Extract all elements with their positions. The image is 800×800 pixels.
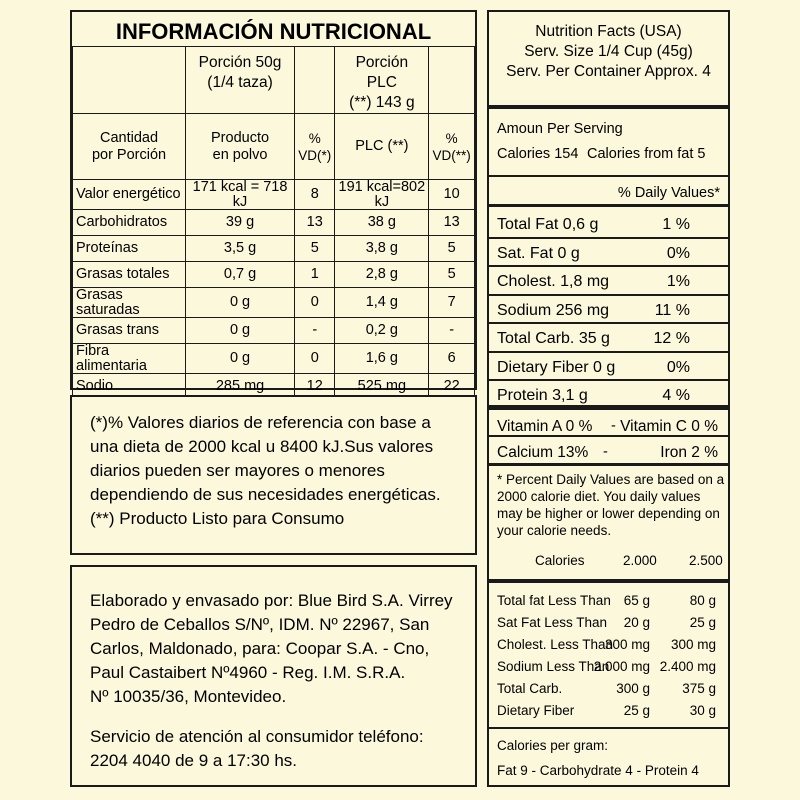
table-row — [73, 262, 475, 288]
limit-v2: 2.400 mg — [659, 659, 716, 674]
nutrient-name: Carbohidratos — [73, 210, 186, 236]
nutrient-label: Total Carb. 35 g — [497, 330, 610, 347]
powder-value: 171 kcal = 718 kJ — [186, 180, 295, 210]
plc-value: 3,8 g — [335, 236, 429, 262]
blank-cell — [429, 47, 475, 114]
plc-value: 0,2 g — [335, 318, 429, 344]
powder-value: 0,7 g — [186, 262, 295, 288]
header-cantidad: Cantidad por Porción — [73, 114, 186, 180]
powder-value: 0 g — [186, 344, 295, 374]
manufacturer-text: Elaborado y envasado por: Blue Bird S.A. Virrey Pedro de Ceballos S/Nº, IDM. Nº 22967, San Carlos, Maldonado, para: Coopar S.A. - Cno, Paul Castaibert Nº4960 - Reg. I.M. S.R.A. Nº 10035/36, Montevideo. — [90, 591, 453, 706]
nutrient-dv: 0% — [666, 244, 690, 262]
nutrient-name: Grasas totales — [73, 262, 186, 288]
powder-value: 3,5 g — [186, 236, 295, 262]
manufacturer-panel — [70, 565, 477, 787]
nutrient-dv: 1% — [666, 273, 690, 290]
limit-v1: 2.000 mg — [593, 659, 650, 674]
limit-label: Sodium Less Than — [497, 659, 610, 674]
table-row — [73, 344, 475, 374]
vd1-value: 13 — [295, 210, 335, 236]
header-plc: PLC (**) — [335, 114, 429, 180]
blank-cell — [73, 47, 186, 114]
panel-title: INFORMACIÓN NUTRICIONAL — [115, 19, 432, 44]
nutrient-name: Valor energético — [73, 180, 186, 210]
amount-block: Amoun Per Serving Calories 154 Calories from fat 5 — [489, 113, 728, 177]
vd1-value: 0 — [295, 288, 335, 318]
plc-value: 191 kcal=802 kJ — [335, 180, 429, 210]
vd1-value: 1 — [295, 262, 335, 288]
vd2-value: 13 — [429, 210, 475, 236]
vd2-value: 22 — [429, 374, 475, 400]
powder-value: 0 g — [186, 288, 295, 318]
nutrient-dv: 12 % — [653, 330, 690, 347]
vd1-value: - — [295, 318, 335, 344]
nutrient-name: Grasas trans — [73, 318, 186, 344]
limit-label: Total fat Less Than — [497, 593, 611, 608]
plc-value: 1,4 g — [335, 288, 429, 318]
table-row — [73, 288, 475, 318]
nutrient-label: Protein 3,1 g — [497, 387, 588, 404]
nutrient-row — [489, 296, 728, 325]
vd2-value: 5 — [429, 236, 475, 262]
nutrient-label: Dietary Fiber 0 g — [497, 358, 616, 376]
plc-value: 525 mg — [335, 374, 429, 400]
limit-v2: 300 mg — [670, 637, 716, 652]
vd2-value: 6 — [429, 344, 475, 374]
table-row — [73, 210, 475, 236]
portion-50g: Porción 50g (1/4 taza) — [186, 47, 295, 114]
nutrient-label: Sat. Fat 0 g — [497, 244, 580, 262]
limit-label: Total Carb. — [497, 681, 563, 696]
service-text: Servicio de atención al consumidor teléfono: 2204 4040 de 9 a 17:30 hs. — [90, 727, 424, 770]
footnote-panel — [70, 395, 477, 555]
nutrient-dv: 1 % — [662, 216, 690, 233]
limit-label: Cholest. Less Than — [497, 637, 614, 652]
powder-value: 39 g — [186, 210, 295, 236]
table-row — [73, 318, 475, 344]
plc-value: 38 g — [335, 210, 429, 236]
footnote-text: (*)% Valores diarios de referencia con base a una dieta de 2000 kcal u 8400 kJ.Sus valores diarios pueden ser mayores o menores dependiendo de sus necesidades energéticas. (**) Producto Listo para Consumo — [90, 413, 441, 528]
header-producto: Producto en polvo — [186, 114, 295, 180]
vitamin-row: Vitamin A 0 % - Vitamin C 0 % — [489, 405, 728, 437]
table-row — [73, 180, 475, 210]
nutrient-dv: 4 % — [662, 387, 690, 404]
limit-v1: 300 mg — [604, 637, 650, 652]
nutrient-row — [489, 267, 728, 296]
vd1-value: 8 — [295, 180, 335, 210]
calories-per-gram-block: Calories per gram: Fat 9 - Carbohydrate 4 - Protein 4 — [497, 738, 699, 778]
vd1-value: 0 — [295, 344, 335, 374]
nutrient-label: Cholest. 1,8 mg — [497, 273, 610, 290]
disclaimer-text: * Percent Daily Values are based on a 2000 calorie diet. You daily values may be higher or lower depending on your calorie needs. — [497, 472, 725, 538]
powder-value: 0 g — [186, 318, 295, 344]
limit-v2: 375 g — [682, 681, 716, 696]
header-vd1: % VD(*) — [295, 114, 335, 180]
limit-v1: 300 g — [616, 681, 650, 696]
nutrient-label: Sodium 256 mg — [497, 301, 610, 319]
powder-value: 285 mg — [186, 374, 295, 400]
nutrient-row — [489, 324, 728, 353]
usa-nutrition-panel — [487, 10, 730, 787]
limit-v1: 25 g — [623, 703, 650, 718]
nutrient-name: Grasas saturadas — [73, 288, 186, 318]
limits-block — [489, 581, 728, 729]
limit-label: Dietary Fiber — [497, 703, 575, 718]
nutrient-label: Total Fat 0,6 g — [497, 216, 599, 233]
nutrition-table — [72, 46, 475, 400]
nutrient-name: Sodio — [73, 374, 186, 400]
limit-v2: 25 g — [689, 615, 716, 630]
nutrient-row — [489, 239, 728, 268]
nutrient-name: Proteínas — [73, 236, 186, 262]
header-vd2: % VD(**) — [429, 114, 475, 180]
table-row — [73, 236, 475, 262]
blank-cell — [295, 47, 335, 114]
vd2-value: 10 — [429, 180, 475, 210]
vd2-value: 5 — [429, 262, 475, 288]
nutrient-row — [489, 353, 728, 382]
limit-label: Sat Fat Less Than — [497, 615, 608, 630]
vd1-value: 12 — [295, 374, 335, 400]
vd2-value: 7 — [429, 288, 475, 318]
calcium-row: Calcium 13% - Iron 2 % — [489, 437, 728, 466]
limit-v1: 65 g — [623, 593, 650, 608]
limit-v2: 30 g — [689, 703, 716, 718]
limit-v2: 80 g — [689, 593, 716, 608]
plc-value: 1,6 g — [335, 344, 429, 374]
vd2-value: - — [429, 318, 475, 344]
usa-header: Nutrition Facts (USA) Serv. Size 1/4 Cup (45g) Serv. Per Container Approx. 4 — [489, 12, 728, 109]
portion-plc: Porción PLC (**) 143 g — [335, 47, 429, 114]
nutrient-dv: 11 % — [654, 301, 690, 319]
limit-v1: 20 g — [623, 615, 650, 630]
vd1-value: 5 — [295, 236, 335, 262]
plc-value: 2,8 g — [335, 262, 429, 288]
nutrient-dv: 0% — [666, 358, 690, 376]
nutrient-row — [489, 210, 728, 239]
nutrient-name: Fibra alimentaria — [73, 344, 186, 374]
dv-header: % Daily Values* — [489, 177, 728, 207]
disclaimer-block: * Percent Daily Values are based on a 2000 calorie diet. You daily values may be higher or lower depending on your calorie needs. Calories 2.000 2.500 — [489, 466, 728, 581]
